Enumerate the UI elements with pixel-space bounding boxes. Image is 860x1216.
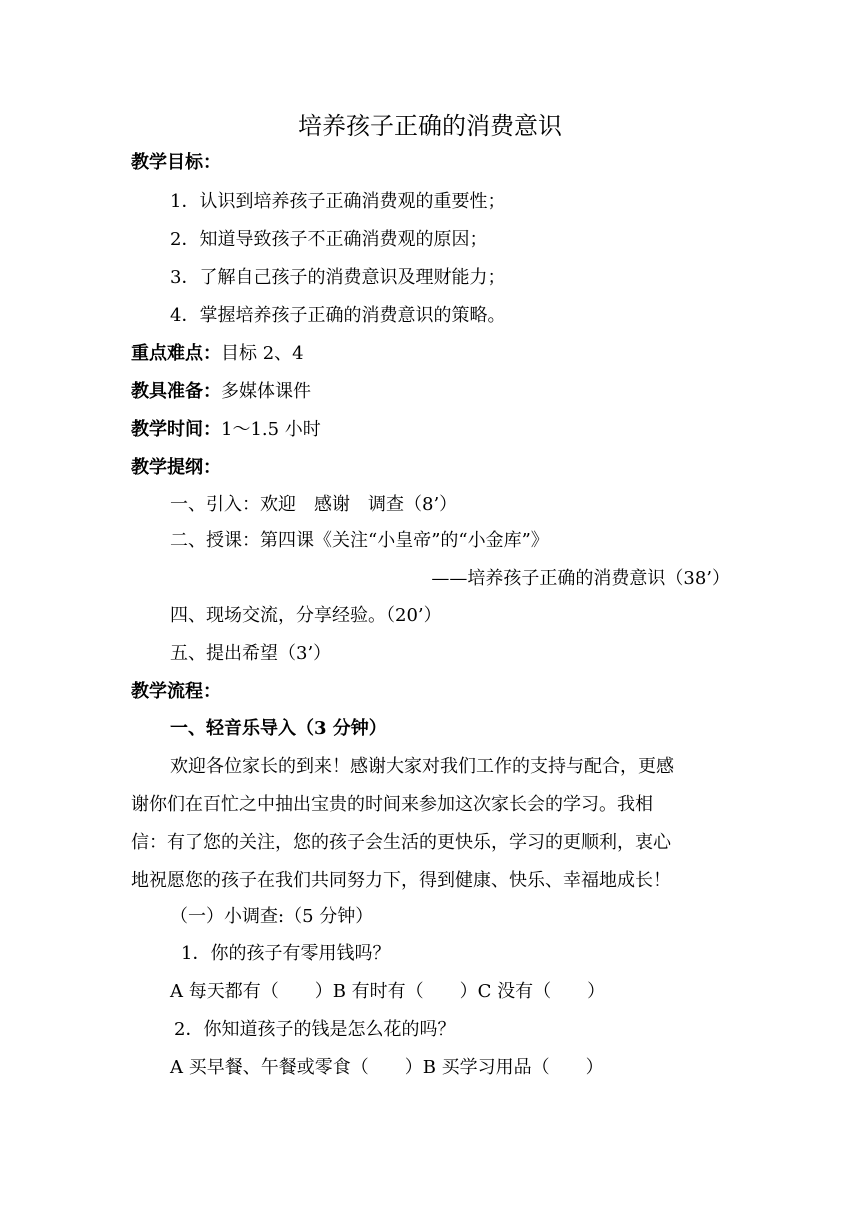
outline-item-1: 一、引入：欢迎 感谢 调查（8’） <box>170 494 458 515</box>
survey-question-1-options: A 每天都有（ ）B 有时有（ ）C 没有（ ） <box>170 981 606 1002</box>
key-points-value: 目标 2、4 <box>221 343 304 364</box>
survey-question-2: 2．你知道孩子的钱是怎么花的吗？ <box>174 1019 456 1040</box>
objectives-heading: 教学目标： <box>131 152 221 173</box>
survey-question-2-options: A 买早餐、午餐或零食（ ）B 买学习用品（ ） <box>170 1057 604 1078</box>
objective-item-2: 2．知道导致孩子不正确消费观的原因； <box>170 229 488 250</box>
outline-item-2-subtitle: ——培养孩子正确的消费意识（38’） <box>431 568 730 589</box>
process-heading: 教学流程： <box>131 681 221 702</box>
paragraph-line-4: 地祝愿您的孩子在我们共同努力下，得到健康、快乐、幸福地成长！ <box>131 870 671 891</box>
materials-row <box>131 379 311 405</box>
key-points-label: 重点难点： <box>131 343 221 364</box>
duration-value: 1～1.5 小时 <box>221 419 321 440</box>
objective-item-3: 3．了解自己孩子的消费意识及理财能力； <box>170 267 506 288</box>
duration-row <box>131 417 321 443</box>
outline-item-3: 四、现场交流，分享经验。（20’） <box>170 605 442 626</box>
key-points-row <box>131 341 304 367</box>
materials-label: 教具准备： <box>131 381 221 402</box>
survey-title: （一）小调查:（5 分钟） <box>170 906 374 927</box>
process-section-1: 一、轻音乐导入（3 分钟） <box>170 718 387 739</box>
paragraph-line-2: 谢你们在百忙之中抽出宝贵的时间来参加这次家长会的学习。我相 <box>131 794 653 815</box>
outline-item-4: 五、提出希望（3’） <box>170 643 332 664</box>
paragraph-line-1: 欢迎各位家长的到来！感谢大家对我们工作的支持与配合，更感 <box>170 756 674 777</box>
outline-heading: 教学提纲： <box>131 457 221 478</box>
objective-item-1: 1．认识到培养孩子正确消费观的重要性； <box>170 191 506 212</box>
document-title: 培养孩子正确的消费意识 <box>298 112 562 140</box>
survey-question-1: 1．你的孩子有零用钱吗？ <box>181 943 391 964</box>
duration-label: 教学时间： <box>131 419 221 440</box>
objective-item-4: 4．掌握培养孩子正确的消费意识的策略。 <box>170 305 506 326</box>
paragraph-line-3: 信：有了您的关注，您的孩子会生活的更快乐，学习的更顺利，衷心 <box>131 832 671 853</box>
outline-item-2: 二、授课：第四课《关注“小皇帝”的“小金库”》 <box>170 530 549 551</box>
materials-value: 多媒体课件 <box>221 381 311 402</box>
